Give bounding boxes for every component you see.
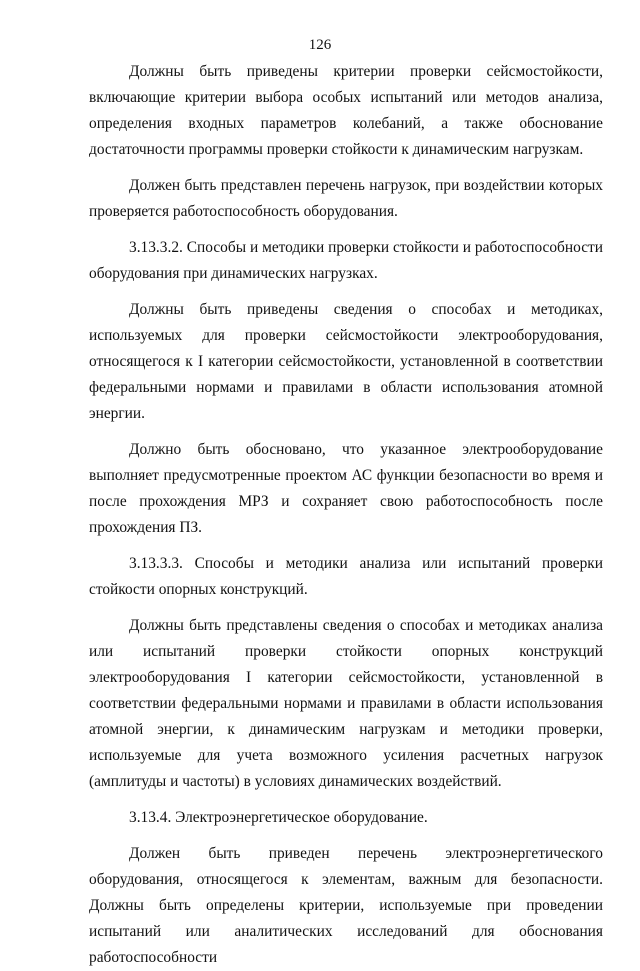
paragraph-seismic-criteria: Должны быть приведены критерии проверки сейсмостойкости, включающие критерии выбора особых испытаний или методов анализа, определения входных параметров колебаний, а также обоснование достаточности программы проверки стойкости к динамическим нагрузкам. <box>89 63 603 158</box>
paragraph-support-structures: Должны быть представлены сведения о способах и методиках анализа или испытаний проверки стойкости опорных конструкций электрооборудования I категории сейсмостойкости, установленной в соответствии федеральными нормами и правилами в области использования атомной энергии, к динамическим нагрузкам и методики проверки, используемые для учета возможного усиления расчетных нагрузок (амплитуды и частоты) в условиях динамических воздействий. <box>89 617 603 790</box>
section-heading-3-13-3-2: 3.13.3.2. Способы и методики проверки стойкости и работоспособности оборудования при динамических нагрузках. <box>89 239 603 282</box>
section-heading-3-13-3-3: 3.13.3.3. Способы и методики анализа или испытаний проверки стойкости опорных конструкций. <box>89 555 603 598</box>
paragraph-load-list: Должен быть представлен перечень нагрузок, при воздействии которых проверяется работоспособность оборудования. <box>89 177 603 220</box>
page-body <box>89 59 603 971</box>
page-number: 126 <box>308 37 332 53</box>
paragraph-safety-functions: Должно быть обосновано, что указанное электрооборудование выполняет предусмотренные проектом АС функции безопасности во время и после прохождения МРЗ и сохраняет свою работоспособность после прохождения ПЗ. <box>89 441 603 536</box>
paragraph-power-equipment: Должен быть приведен перечень электроэнергетического оборудования, относящегося к элементам, важным для безопасности. Должны быть определены критерии, используемые при проведении испытаний или аналитических исследований для обоснования работоспособности <box>89 845 603 966</box>
paragraph-methods-info: Должны быть приведены сведения о способах и методиках, используемых для проверки сейсмостойкости электрооборудования, относящегося к I категории сейсмостойкости, установленной в соответствии федеральными нормами и правилами в области использования атомной энергии. <box>89 301 603 422</box>
section-heading-3-13-4: 3.13.4. Электроэнергетическое оборудование. <box>129 809 428 826</box>
